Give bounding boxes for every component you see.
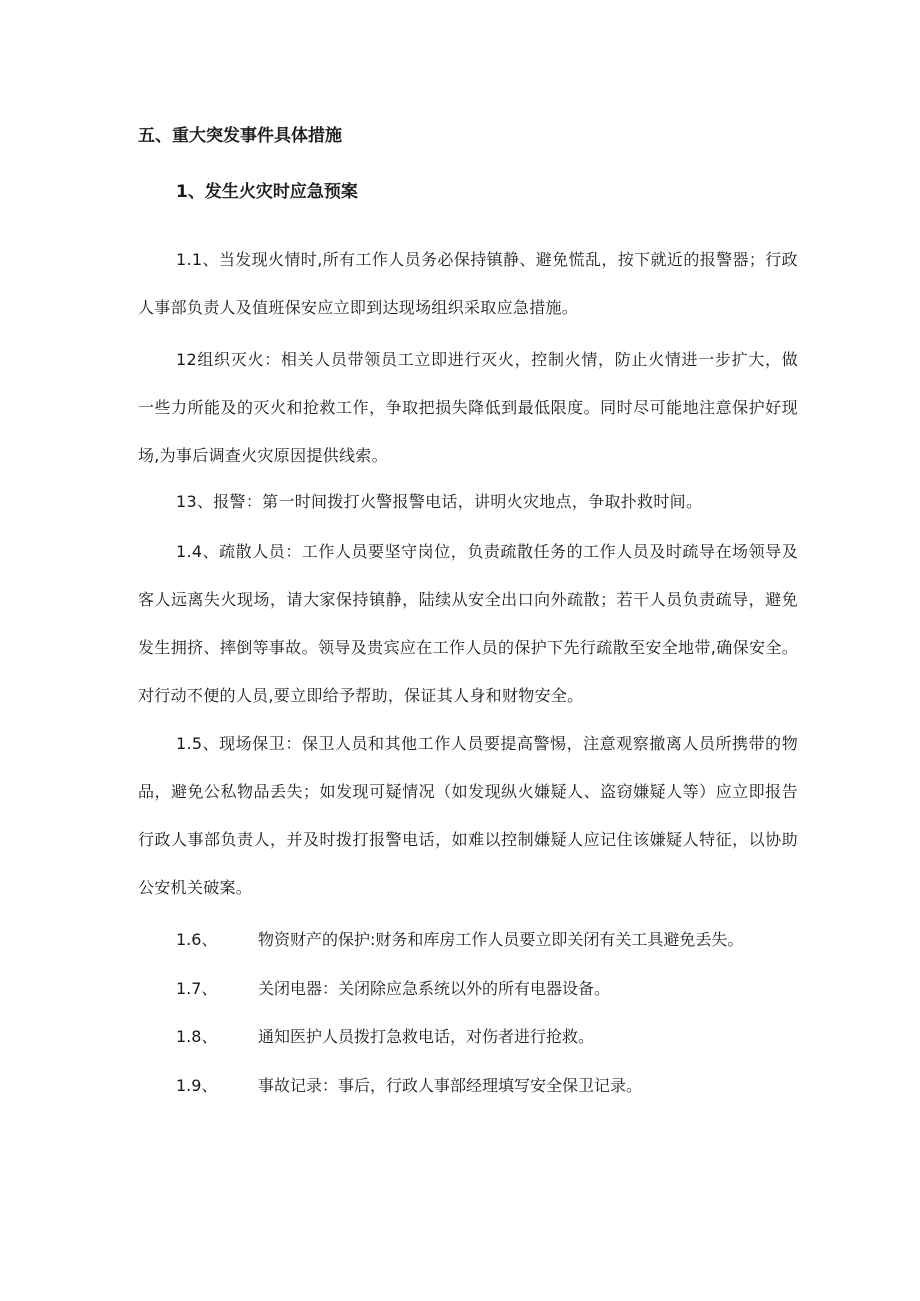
item-text: 物资财产的保护:财务和库房工作人员要立即关闭有关工具避免丢失。	[258, 930, 744, 949]
item-text: 关闭电器：关闭除应急系统以外的所有电器设备。	[258, 979, 611, 998]
item-number: 1.7、	[176, 979, 218, 998]
paragraph-1-5: 1.5、现场保卫：保卫人员和其他工作人员要提高警惕，注意观察撤离人员所携带的物品，避免公私物品丢失；如发现可疑情况（如发现纵火嫌疑人、盗窃嫌疑人等）应立即报告行政人事部负责人，并及时拨打报警电话，如难以控制嫌疑人应记住该嫌疑人特征，以协助公安机关破案。	[138, 734, 798, 897]
paragraph-1-1: 1.1、当发现火情时,所有工作人员务必保持镇静、避免慌乱，按下就近的报警器；行政人事部负责人及值班保安应立即到达现场组织采取应急措施。	[138, 250, 798, 317]
list-item	[176, 916, 743, 964]
item-number: 1.8、	[176, 1027, 218, 1046]
item-text: 事故记录：事后，行政人事部经理填写安全保卫记录。	[258, 1076, 643, 1095]
section-heading: 五、重大突发事件具体措施	[138, 126, 342, 146]
subsection-heading: 1、发生火灾时应急预案	[176, 182, 358, 202]
item-number: 1.6、	[176, 930, 218, 949]
item-number: 1.9、	[176, 1076, 218, 1095]
list-item	[176, 1062, 642, 1110]
item-text: 通知医护人员拨打急救电话，对伤者进行抢救。	[258, 1027, 595, 1046]
paragraph-1-4: 1.4、疏散人员：工作人员要坚守岗位，负责疏散任务的工作人员及时疏导在场领导及客人远离失火现场，请大家保持镇静，陆续从安全出口向外疏散；若干人员负责疏导，避免发生拥挤、摔倒等事故。领导及贵宾应在工作人员的保护下先行疏散至安全地带,确保安全。对行动不便的人员,要立即给予帮助，保证其人身和财物安全。	[138, 542, 798, 705]
paragraph-1-3: 13、报警：第一时间拨打火警报警电话，讲明火灾地点，争取扑救时间。	[176, 492, 703, 511]
list-item	[176, 965, 610, 1013]
list-item	[176, 1013, 594, 1061]
paragraph-1-2: 12组织灭火：相关人员带领员工立即进行灭火，控制火情，防止火情进一步扩大，做一些力所能及的灭火和抢救工作，争取把损失降低到最低限度。同时尽可能地注意保护好现场,为事后调查火灾原因提供线索。	[138, 350, 798, 465]
